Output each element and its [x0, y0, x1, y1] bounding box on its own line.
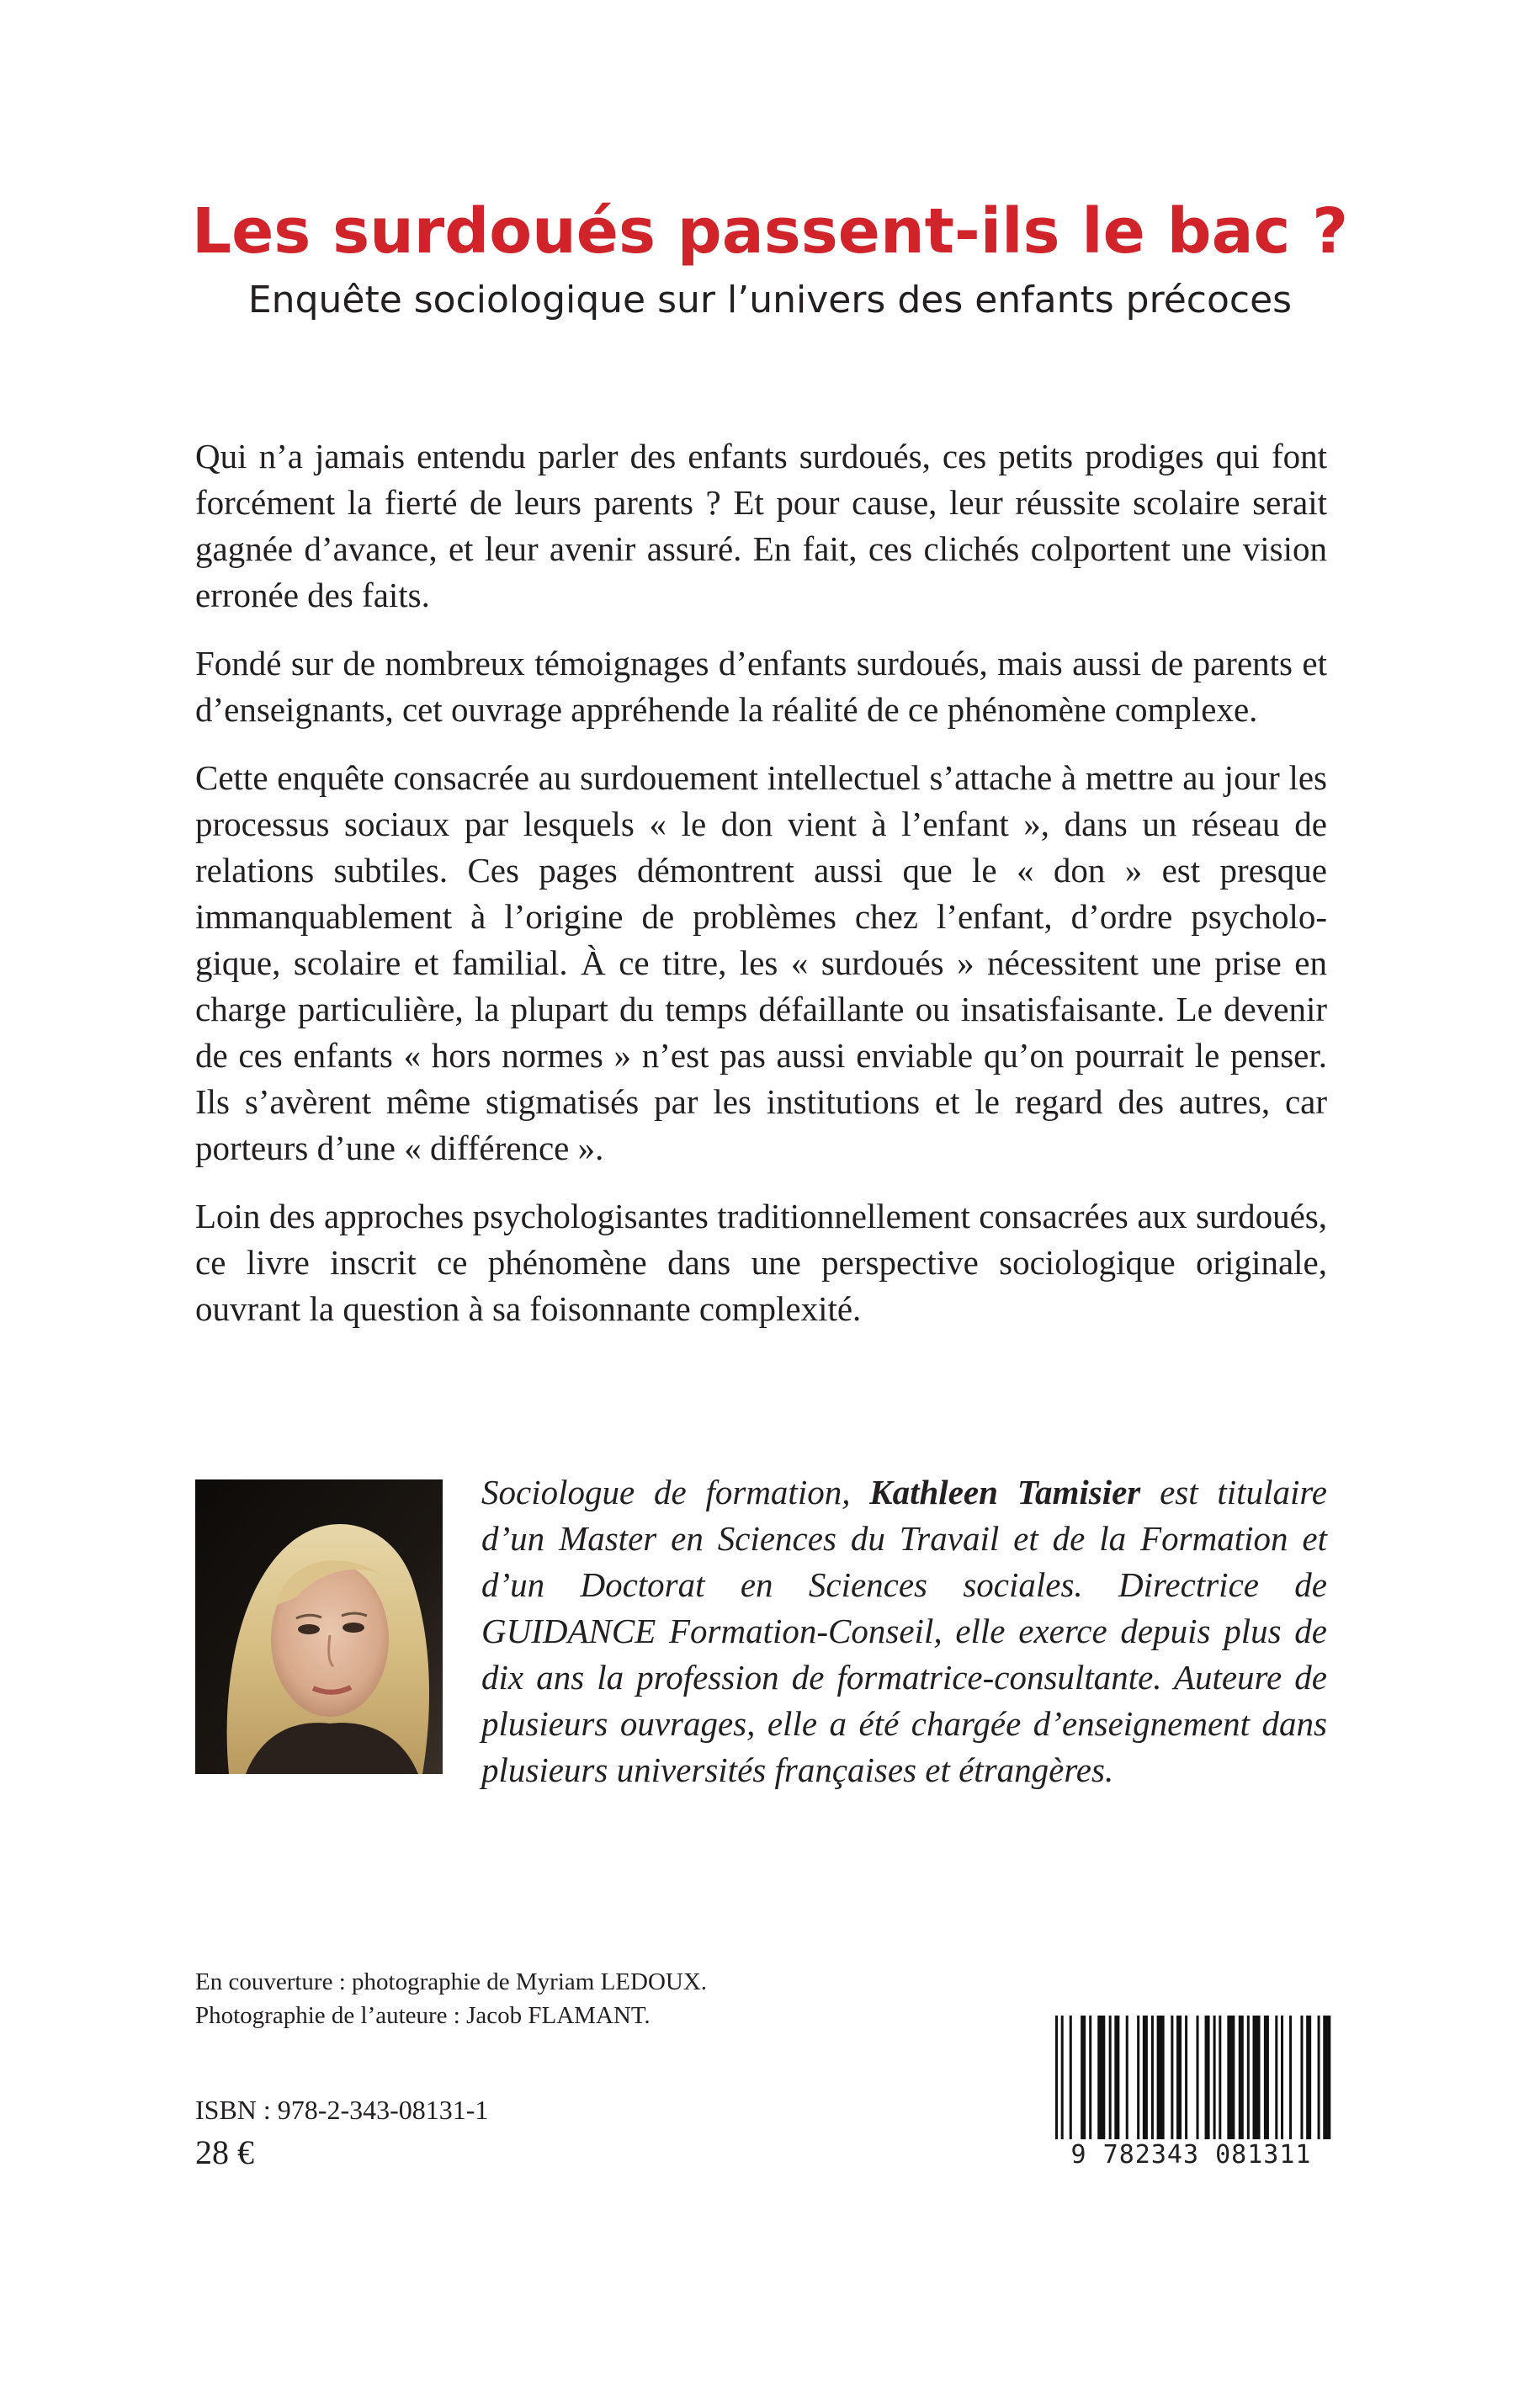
barcode-bar: [1185, 2016, 1187, 2142]
barcode-bar: [1081, 2016, 1086, 2142]
barcode-bar: [1205, 2016, 1210, 2142]
barcode-bar: [1318, 2016, 1320, 2142]
author-name: Kathleen Tamisier: [869, 1473, 1141, 1511]
author-photo: [195, 1479, 443, 1774]
barcode-digits: 9 782343 081311: [1050, 2139, 1332, 2171]
barcode-bar: [1055, 2016, 1058, 2142]
barcode-bar: [1323, 2016, 1330, 2142]
barcode-bar: [1109, 2016, 1112, 2142]
blurb-paragraph: Fondé sur de nombreux témoignages d’enfants surdoués, mais aussi de parents et d’enseignants, cet ouvrage appréhende la réalité de ce phénomène complexe.: [195, 644, 1327, 729]
barcode-bar: [1247, 2016, 1250, 2142]
isbn: ISBN : 978-2-343-08131-1: [195, 2095, 489, 2125]
barcode-bar: [1143, 2016, 1148, 2142]
barcode-bar: [1097, 2016, 1105, 2142]
barcode-bar: [1239, 2016, 1244, 2142]
blurb: [195, 433, 1327, 1354]
author-photo-credit: Photographie de l’auteure : Jacob FLAMANT.: [195, 2002, 651, 2029]
blurb-paragraph: Cette enquête consacrée au surdouement intellectuel s’attache à mettre au jour les processus sociaux par lesquels « le don vient à l’enfant », dans un réseau de relations subtiles. Ces pages démontrent aussi que le « don » est presque immanquablement à l’origine de problèmes chez l’enfant, d’ordre psycholo-gique, scolaire et familial. À ce titre, les « surdoués » nécessitent une prise en charge particulière, la plupart du temps défaillante ou insatisfaisante. Le devenir de ces enfants « hors normes » n’est pas aussi enviable qu’on pourrait le penser. Ils s’avèrent même stigmatisés par les institutions et le regard des autres, car porteurs d’une « différence ».: [195, 758, 1327, 1167]
book-subtitle: Enquête sociologique sur l’univers des enfants précoces: [247, 279, 1293, 321]
barcode-bar: [1219, 2016, 1221, 2142]
barcode-bar: [1213, 2016, 1216, 2142]
blurb-paragraph: Loin des approches psychologisantes traditionnellement consacrées aux surdoués, ce livre inscrit ce phénomène dans une perspective sociologique originale, ouvrant la question à sa foisonnante complexité.: [195, 1197, 1327, 1328]
barcode-bar: [1300, 2016, 1303, 2142]
barcode-bar: [1275, 2016, 1277, 2142]
barcode-bar: [1061, 2016, 1064, 2142]
barcode-bar: [1114, 2016, 1119, 2142]
author-bio-intro: Sociologue de formation,: [481, 1473, 870, 1511]
barcode-bar: [1089, 2016, 1091, 2142]
barcode-bar: [1070, 2016, 1072, 2142]
barcode-bar: [1171, 2016, 1173, 2142]
barcode-bar: [1151, 2016, 1154, 2142]
barcode-bar: [1227, 2016, 1235, 2142]
book-title: Les surdoués passent-ils le bac ?: [191, 195, 1349, 268]
author-bio: [481, 1469, 1327, 1793]
author-bio-text: est titulaire d’un Master en Sciences du Travail et de la Formation et d’un Doctorat en Sciences sociales. Directrice de GUIDANCE Formation-Conseil, elle exerce depuis plus de dix ans la profession de formatrice-consultante. Auteure de plusieurs ouvrages, elle a été chargée d’enseignement dans plusieurs universités françaises et étrangères.: [481, 1473, 1327, 1789]
barcode-bar: [1253, 2016, 1261, 2142]
barcode-bar: [1306, 2016, 1311, 2142]
price: 28 €: [195, 2133, 254, 2171]
cover-photo-credit: En couverture : photographie de Myriam LEDOUX.: [195, 1968, 708, 1995]
barcode-bar: [1264, 2016, 1269, 2142]
barcode-bar: [1126, 2016, 1128, 2142]
blurb-paragraph: Qui n’a jamais entendu parler des enfants surdoués, ces petits prodiges qui font forcément la fierté de leurs parents ? Et pour cause, leur réussite scolaire serait gagnée d’avance, et leur avenir assuré. En fait, ces clichés colportent une vision erronée des faits.: [195, 437, 1327, 614]
barcode-bar: [1289, 2016, 1292, 2142]
barcode-bar: [1281, 2016, 1283, 2142]
barcode-bar: [1137, 2016, 1139, 2142]
barcode-bar: [1176, 2016, 1182, 2142]
barcode-bar: [1157, 2016, 1165, 2142]
photo-credits: [195, 1965, 953, 2032]
barcode-bar: [1197, 2016, 1199, 2142]
